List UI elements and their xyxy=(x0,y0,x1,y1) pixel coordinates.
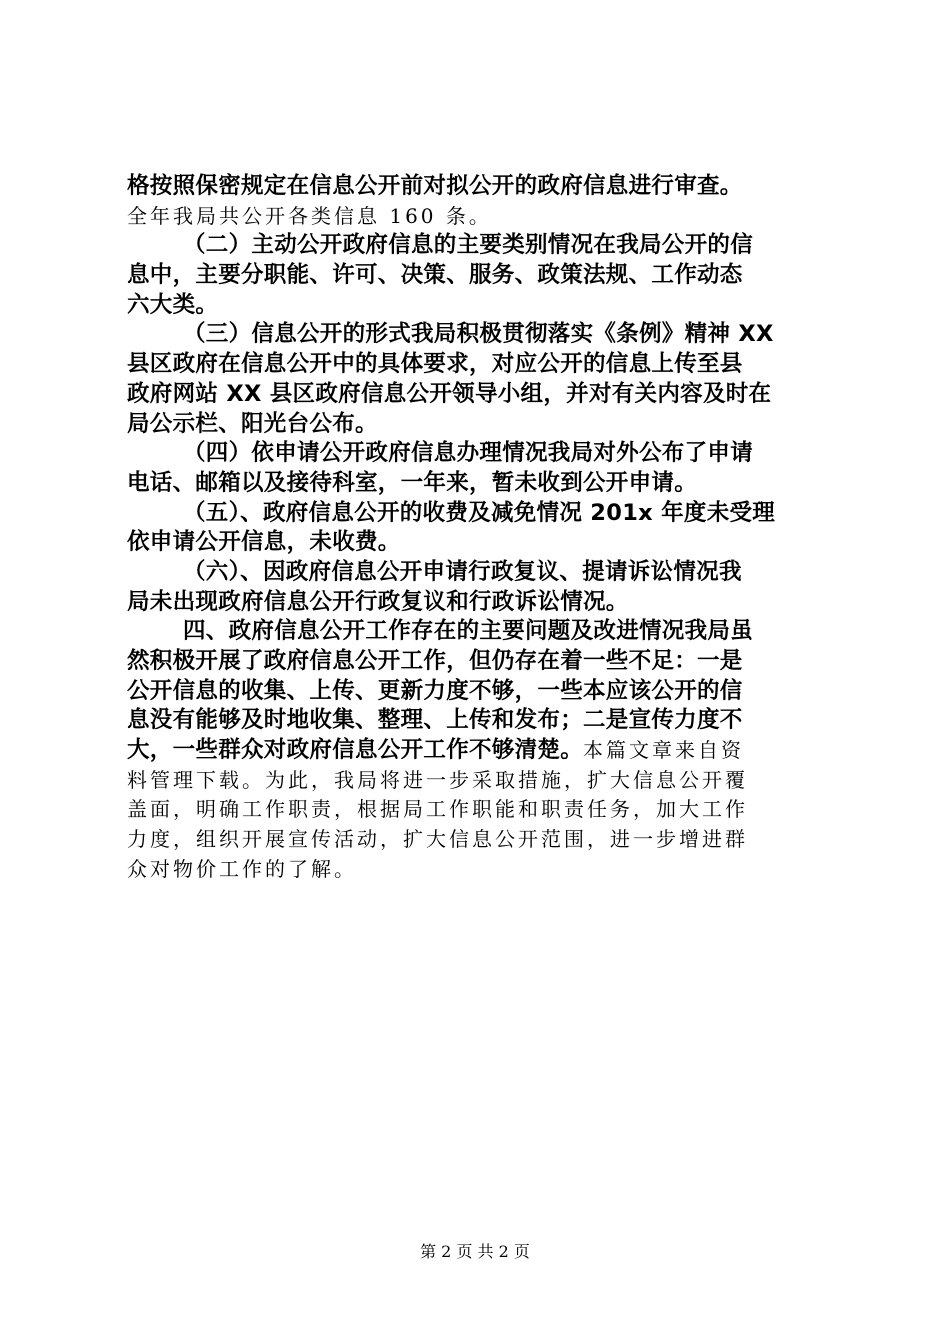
text-line xyxy=(127,291,833,321)
text-line xyxy=(127,231,833,261)
text-line xyxy=(127,588,833,618)
text-line-content: 然积极开展了政府信息公开工作，但仍存在着一些不足：一是 xyxy=(127,648,743,674)
text-line xyxy=(127,795,833,825)
text-line-content: 力度，组织开展宣传活动，扩大信息公开范围，进一步增进群 xyxy=(127,827,748,852)
text-line xyxy=(127,202,833,232)
text-line-content: 全年我局共公开各类信息 160 条。 xyxy=(127,203,492,228)
text-line xyxy=(127,380,833,410)
text-line-content: 电话、邮箱以及接待科室，一年来，暂未收到公开申请。 xyxy=(127,469,698,496)
text-line xyxy=(127,706,833,736)
text-line-content: （四）依申请公开政府信息办理情况我局对外公布了申请 xyxy=(183,440,754,467)
text-line-content: 依申请公开信息，未收费。 xyxy=(127,529,401,556)
text-line-content: 县区政府在信息公开中的具体要求，对应公开的信息上传至县 xyxy=(127,351,743,378)
text-line-content: 众对物价工作的了解。 xyxy=(127,856,357,881)
text-line xyxy=(127,617,833,647)
text-line-content: 四、政府信息公开工作存在的主要问题及改进情况我局虽 xyxy=(183,618,754,645)
text-line-content: 政府网站 XX 县区政府信息公开领导小组，并对有关内容及时在 xyxy=(127,380,772,407)
text-line xyxy=(127,558,833,588)
text-line-tail: 本篇文章来自资 xyxy=(583,738,745,763)
text-line-content: 料管理下载。为此，我局将进一步采取措施，扩大信息公开覆 xyxy=(127,767,748,792)
text-line-content: （六）、因政府信息公开申请行政复议、提请诉讼情况我 xyxy=(183,558,742,585)
text-line xyxy=(127,261,833,291)
text-line-content: （五）、政府信息公开的收费及减免情况 201x 年度未受理 xyxy=(183,499,776,526)
text-line-content: 局未出现政府信息公开行政复议和行政诉讼情况。 xyxy=(127,588,629,615)
text-line xyxy=(127,825,833,855)
text-line-content: 局公示栏、阳光台公布。 xyxy=(127,410,378,437)
text-line-content: 息中，主要分职能、许可、决策、服务、政策法规、工作动态 xyxy=(127,262,743,289)
text-line xyxy=(127,320,833,350)
text-line xyxy=(127,439,833,469)
text-line-content: 公开信息的收集、上传、更新力度不够，一些本应该公开的信 xyxy=(127,677,743,704)
text-line-content: （三）信息公开的形式我局积极贯彻落实《条例》精神 XX xyxy=(183,321,774,348)
text-line-content: 大，一些群众对政府信息公开工作不够清楚。 xyxy=(127,737,584,764)
text-line-content: （二）主动公开政府信息的主要类别情况在我局公开的信 xyxy=(183,232,754,259)
text-line xyxy=(127,528,833,558)
text-line xyxy=(127,410,833,440)
page-footer: 第 2 页 共 2 页 xyxy=(420,1242,530,1261)
text-line-content: 息没有能够及时地收集、整理、上传和发布；二是宣传力度不 xyxy=(127,707,743,734)
text-line xyxy=(127,766,833,796)
text-line xyxy=(127,350,833,380)
text-line xyxy=(127,647,833,677)
text-line xyxy=(127,855,833,885)
text-line xyxy=(127,736,833,766)
text-line-content: 六大类。 xyxy=(127,291,219,318)
text-line xyxy=(127,172,833,202)
text-line xyxy=(127,677,833,707)
text-line-content: 盖面，明确工作职责，根据局工作职能和职责任务，加大工作 xyxy=(127,797,748,822)
text-line-content: 格按照保密规定在信息公开前对拟公开的政府信息进行审查。 xyxy=(127,173,743,199)
text-line xyxy=(127,469,833,499)
text-line xyxy=(127,499,833,529)
document-body xyxy=(127,172,833,885)
